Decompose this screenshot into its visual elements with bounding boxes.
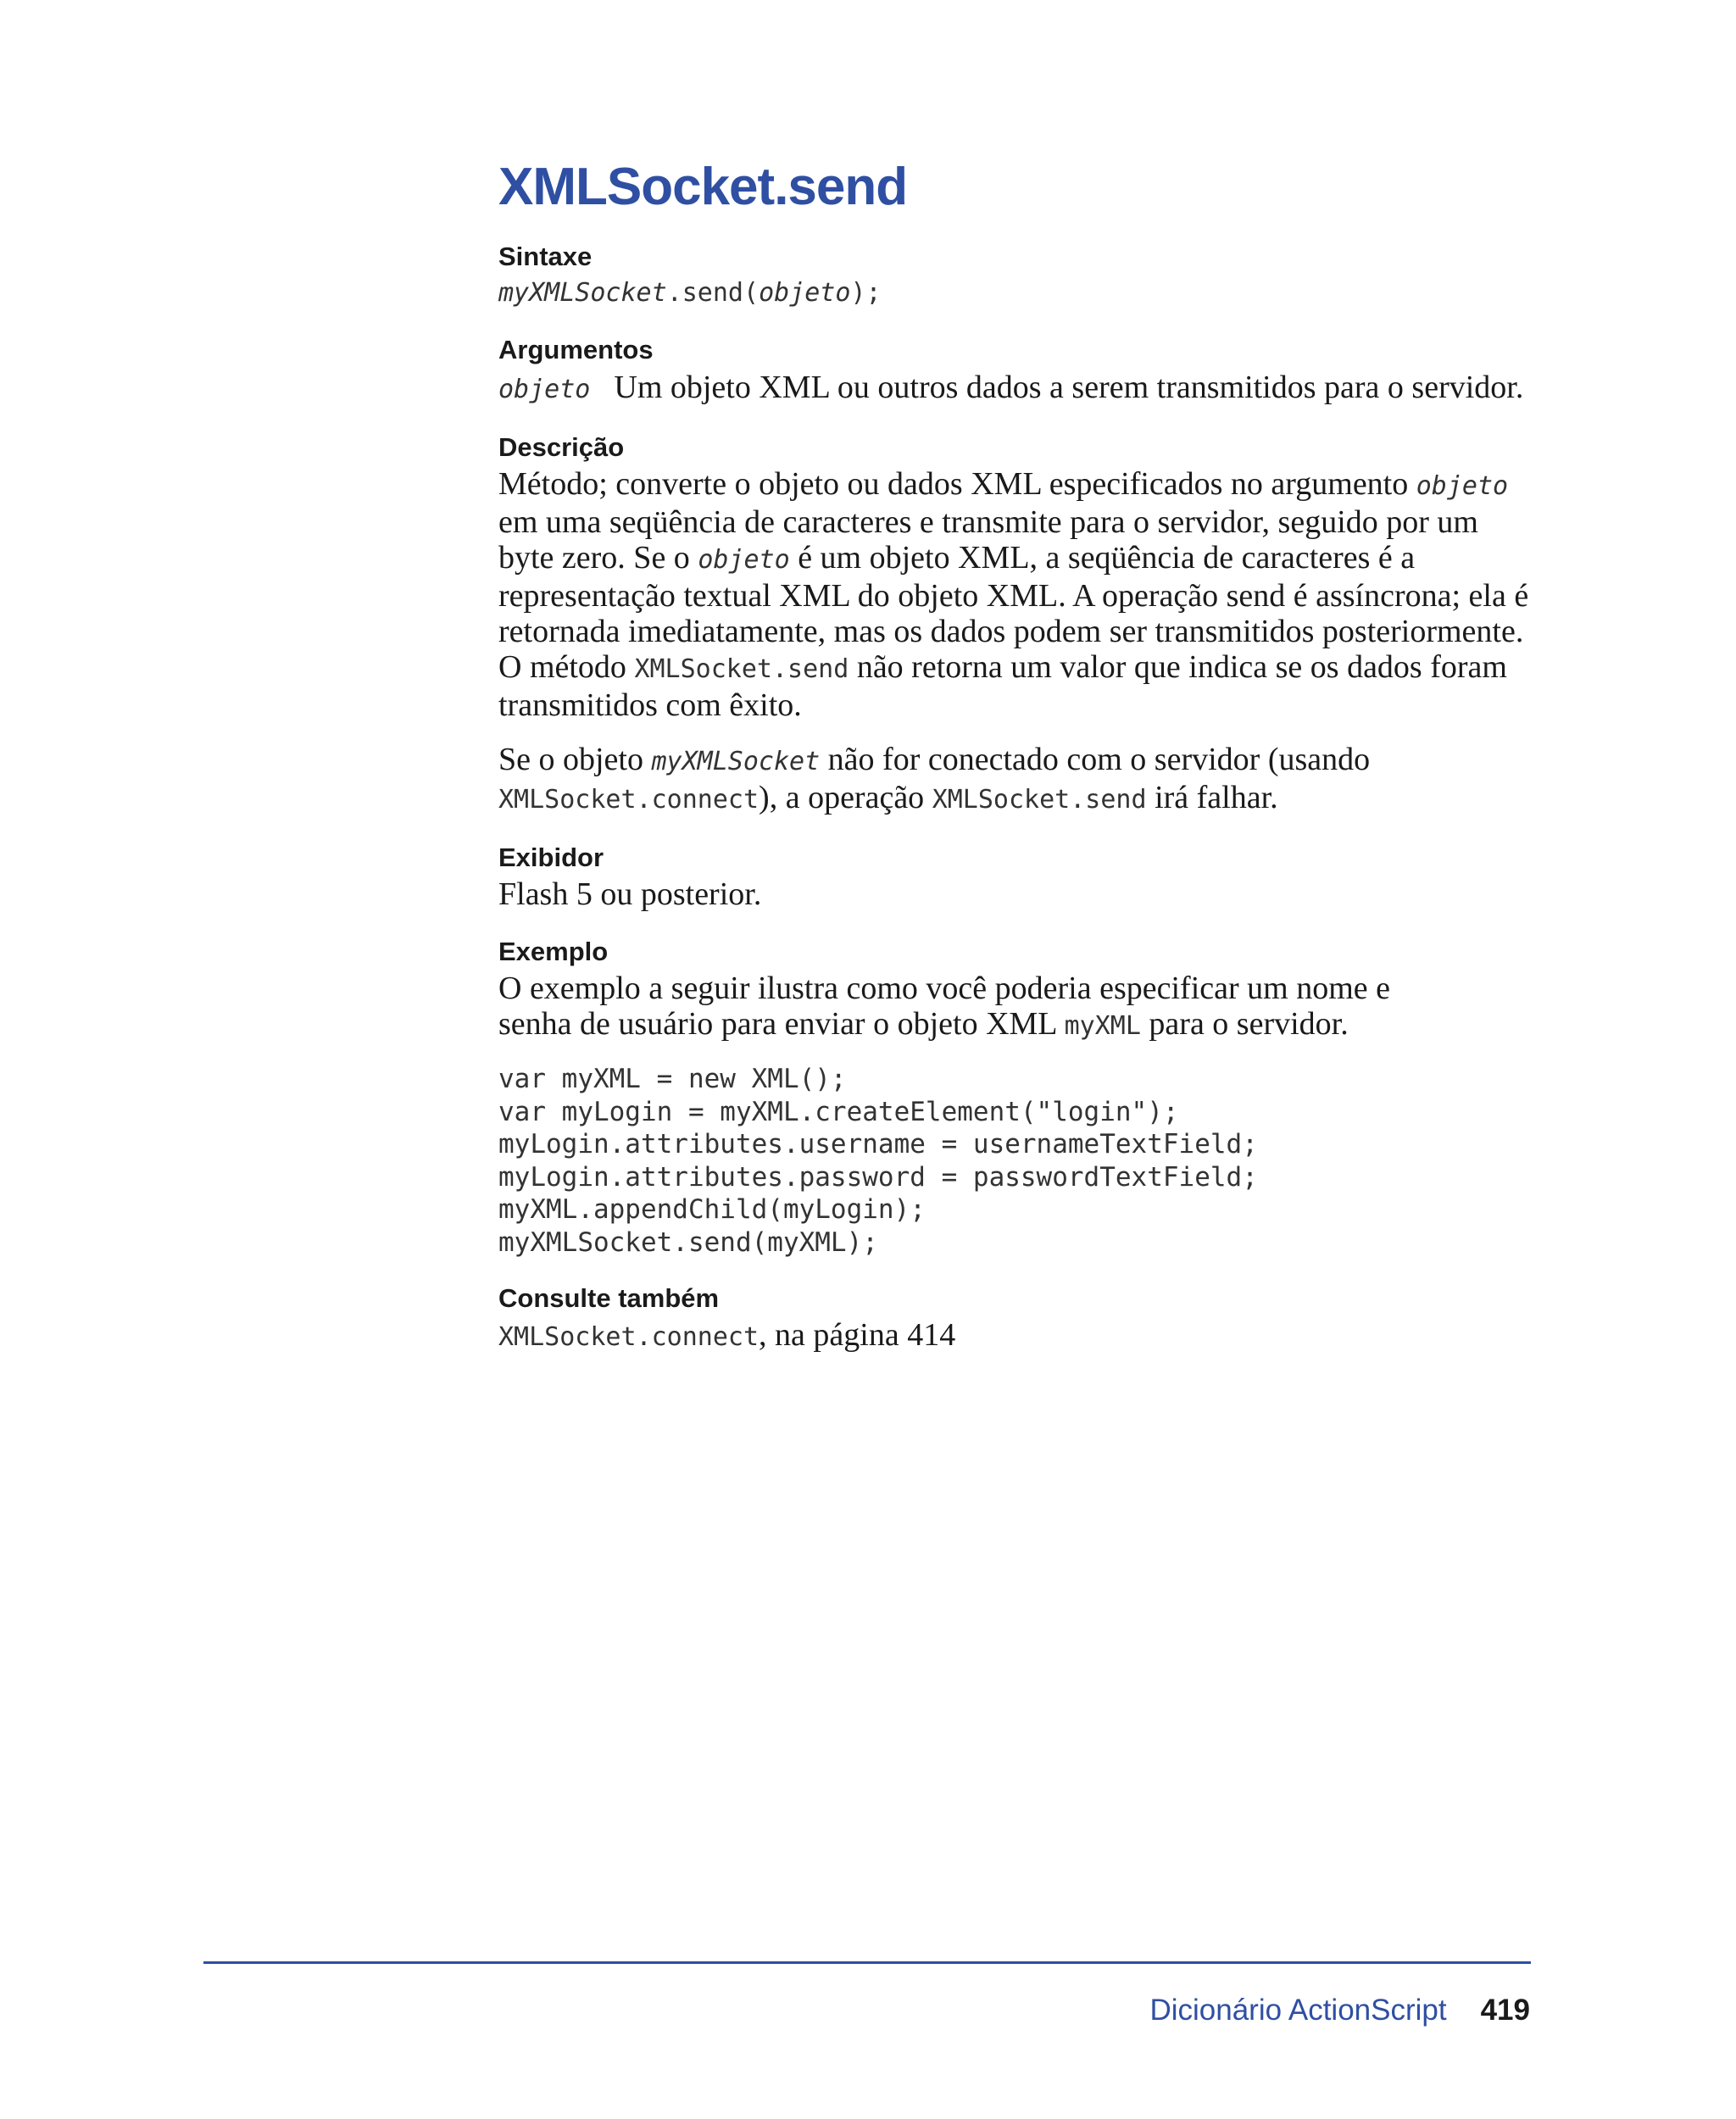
description-section xyxy=(498,431,1537,818)
example-code-block: var myXML = new XML(); var myLogin = myXML.createElement("login"); myLogin.attributes.username = usernameTextField; myLogin.attributes.password = passwordTextField; myXML.appendChild(myLogin); myXMLSocket.send(myXML); xyxy=(498,1064,1258,1258)
example-heading: Exemplo xyxy=(498,937,609,967)
description-paragraph-1 xyxy=(498,466,1537,723)
player-section xyxy=(498,842,1537,912)
page-number: 419 xyxy=(1480,1994,1530,2027)
footer-title: Dicionário ActionScript xyxy=(1149,1994,1447,2027)
example-text: O exemplo a seguir ilustra como você poderia especificar um nome e senha de usuário para enviar o objeto XML xyxy=(498,971,1390,1043)
description-text: não for conectado com o servidor (usando xyxy=(820,741,1371,777)
argument-name: objeto xyxy=(498,374,591,404)
inline-code: objeto xyxy=(1416,470,1509,501)
see-also-text: , na página 414 xyxy=(759,1317,956,1354)
page-footer xyxy=(1149,1992,1530,2035)
description-text: em uma seqüência de caracteres e transmite para o servidor, seguido por um byte zero. Se o xyxy=(498,503,1478,576)
inline-code: myXML xyxy=(1064,1011,1141,1042)
description-text: não retorna um valor que indica se os dados foram transmitidos com êxito. xyxy=(498,648,1507,723)
description-heading: Descrição xyxy=(498,431,625,462)
see-also-heading: Consulte também xyxy=(498,1283,720,1314)
inline-code: XMLSocket.connect xyxy=(498,784,760,815)
footer-rule xyxy=(203,1961,1531,1964)
syntax-method: .send( xyxy=(666,278,760,309)
inline-code: myXMLSocket xyxy=(651,746,821,776)
description-text: Método; converte o objeto ou dados XML especificados no argumento xyxy=(498,465,1416,502)
syntax-section xyxy=(498,241,1537,310)
page-title: XMLSocket.send xyxy=(498,158,908,216)
syntax-object: myXMLSocket xyxy=(498,278,667,309)
inline-code: XMLSocket.send xyxy=(932,784,1147,815)
syntax-heading: Sintaxe xyxy=(498,242,593,272)
example-section xyxy=(498,936,1537,1259)
inline-code: XMLSocket.send xyxy=(634,653,849,684)
syntax-param: objeto xyxy=(759,278,851,309)
syntax-code xyxy=(498,275,1537,310)
arguments-heading: Argumentos xyxy=(498,335,654,365)
description-text: ), a operação xyxy=(759,779,932,815)
player-heading: Exibidor xyxy=(498,842,604,872)
see-also-section xyxy=(498,1282,1537,1355)
description-paragraph-2 xyxy=(498,742,1537,818)
player-text: Flash 5 ou posterior. xyxy=(498,876,762,913)
argument-description: Um objeto XML ou outros dados a serem transmitidos para o servidor. xyxy=(614,369,1524,405)
example-intro xyxy=(498,971,1456,1044)
example-text: para o servidor. xyxy=(1140,1006,1349,1043)
description-text: Se o objeto xyxy=(498,741,652,777)
description-text: irá falhar. xyxy=(1146,779,1278,815)
see-also-link[interactable]: XMLSocket.connect xyxy=(498,1322,760,1353)
description-text: é um objeto XML, a seqüência de caracteres é a representação textual XML do objeto XML. A operação send é assíncrona; ela é retornada imediatamente, mas os dados podem ser transmitidos posteriormente. O método xyxy=(498,539,1529,685)
arguments-section xyxy=(498,334,1537,407)
argument-item xyxy=(498,370,1537,408)
inline-code: objeto xyxy=(698,544,790,575)
see-also-entry xyxy=(498,1317,1537,1355)
syntax-close: ); xyxy=(850,278,882,309)
document-content xyxy=(498,157,1537,1379)
